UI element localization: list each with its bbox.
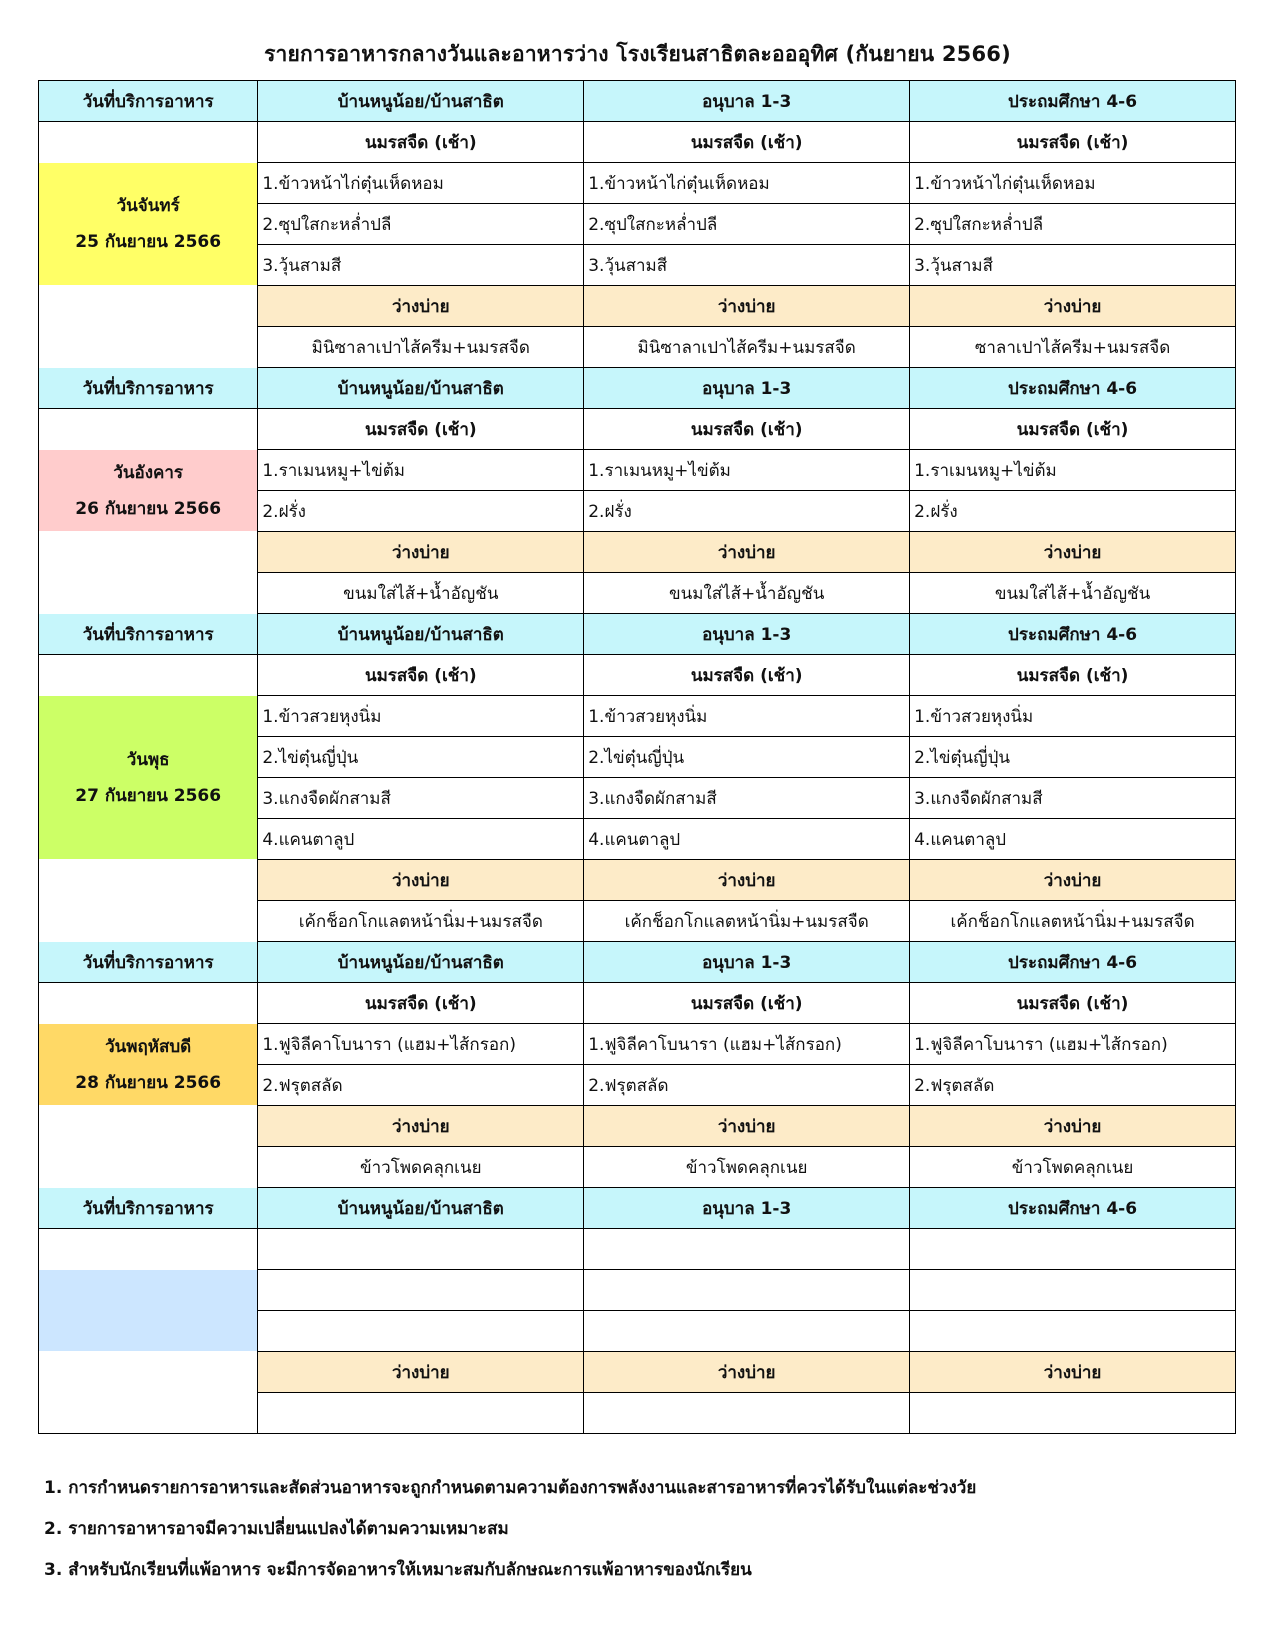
header-row [39,614,1236,655]
morning-row [39,983,1236,1024]
column-header-kindergarten: อนุบาล 1-3 [584,81,910,122]
day-label [39,742,257,814]
lunch-item-cell [584,1311,910,1352]
column-header-primary: ประถมศึกษา 4-6 [910,368,1236,409]
lunch-item-cell: 4.แคนตาลูป [584,819,910,860]
morning-milk-cell: นมรสจืด (เช้า) [910,655,1236,696]
snack-header-cell: ว่างบ่าย [584,1106,910,1147]
snack-header-cell: ว่างบ่าย [910,1352,1236,1393]
lunch-row [39,163,1236,204]
lunch-item-cell: 2.ซุปใสกะหล่ำปลี [584,204,910,245]
lunch-item-cell: 2.ไข่ตุ๋นญี่ปุ่น [584,737,910,778]
day-date: 26 กันยายน 2566 [75,498,222,519]
lunch-item-cell: 4.แคนตาลูป [258,819,584,860]
snack-header-row [39,860,1236,901]
snack-header-cell: ว่างบ่าย [584,286,910,327]
lunch-item-cell: 3.วุ้นสามสี [910,245,1236,286]
day-label-cell [39,1024,258,1106]
lunch-item-cell: 1.ราเมนหมู+ไข่ต้ม [258,450,584,491]
column-header-kindergarten: อนุบาล 1-3 [584,1188,910,1229]
snack-row [39,1393,1236,1434]
header-row [39,368,1236,409]
snack-item-cell: ข้าวโพดคลุกเนย [258,1147,584,1188]
morning-milk-cell: นมรสจืด (เช้า) [584,409,910,450]
notes [44,1468,1244,1591]
snack-header-cell: ว่างบ่าย [910,532,1236,573]
snack-item-cell: มินิซาลาเปาไส้ครีม+นมรสจืด [258,327,584,368]
snack-item-cell: ซาลาเปาไส้ครีม+นมรสจืด [910,327,1236,368]
day-label [39,188,257,260]
note-item: 3. สำหรับนักเรียนที่แพ้อาหาร จะมีการจัดอาหารให้เหมาะสมกับลักษณะการแพ้อาหารของนักเรียน [44,1560,752,1580]
lunch-item-cell: 1.ข้าวสวยหุงนิ่ม [258,696,584,737]
lunch-item-cell: 1.ฟูจิลีคาโบนารา (แฮม+ไส้กรอก) [910,1024,1236,1065]
day-date: 28 กันยายน 2566 [75,1072,222,1093]
column-header-nursery: บ้านหนูน้อย/บ้านสาธิต [258,81,584,122]
day-label-cell [39,163,258,286]
header-row [39,81,1236,122]
snack-header-cell: ว่างบ่าย [258,286,584,327]
day-blank-cell [39,1393,258,1434]
snack-row [39,327,1236,368]
lunch-item-cell: 3.แกงจืดผักสามสี [584,778,910,819]
morning-milk-cell: นมรสจืด (เช้า) [258,409,584,450]
morning-milk-cell: นมรสจืด (เช้า) [584,655,910,696]
lunch-item-cell: 3.วุ้นสามสี [584,245,910,286]
morning-row [39,1229,1236,1270]
column-header-kindergarten: อนุบาล 1-3 [584,368,910,409]
lunch-item-cell: 3.แกงจืดผักสามสี [258,778,584,819]
column-header-primary: ประถมศึกษา 4-6 [910,1188,1236,1229]
lunch-item-cell: 2.ซุปใสกะหล่ำปลี [910,204,1236,245]
lunch-item-cell [258,1270,584,1311]
lunch-item-cell: 1.ราเมนหมู+ไข่ต้ม [910,450,1236,491]
morning-milk-cell: นมรสจืด (เช้า) [910,122,1236,163]
snack-header-row [39,1106,1236,1147]
column-header-nursery: บ้านหนูน้อย/บ้านสาธิต [258,368,584,409]
lunch-item-cell: 2.ฟรุตสลัด [258,1065,584,1106]
snack-header-cell: ว่างบ่าย [584,860,910,901]
lunch-row [39,696,1236,737]
day-date: 25 กันยายน 2566 [75,232,222,252]
day-date: 27 กันยายน 2566 [75,785,222,806]
menu-table [38,80,1236,1434]
day-blank-cell [39,1106,258,1147]
day-blank-cell [39,1229,258,1270]
header-row [39,1188,1236,1229]
column-header-nursery: บ้านหนูน้อย/บ้านสาธิต [258,942,584,983]
day-name: วันจันทร์ [116,196,180,216]
lunch-item-cell: 4.แคนตาลูป [910,819,1236,860]
day-blank-cell [39,573,258,614]
snack-header-cell: ว่างบ่าย [258,1352,584,1393]
lunch-item-cell: 1.ฟูจิลีคาโบนารา (แฮม+ไส้กรอก) [584,1024,910,1065]
day-blank-cell [39,532,258,573]
column-header-primary: ประถมศึกษา 4-6 [910,81,1236,122]
morning-milk-cell: นมรสจืด (เช้า) [910,409,1236,450]
morning-milk-cell: นมรสจืด (เช้า) [910,983,1236,1024]
snack-header-row [39,1352,1236,1393]
column-header-primary: ประถมศึกษา 4-6 [910,942,1236,983]
date-column-header: วันที่บริการอาหาร [39,81,258,122]
day-blank-cell [39,327,258,368]
lunch-item-cell [258,1311,584,1352]
snack-item-cell: ข้าวโพดคลุกเนย [584,1147,910,1188]
day-name: วันพฤหัสบดี [105,1036,192,1057]
day-blank-cell [39,409,258,450]
morning-milk-cell: นมรสจืด (เช้า) [258,655,584,696]
day-label [39,1029,257,1101]
snack-item-cell: ขนมใส่ไส้+น้ำอัญชัน [910,573,1236,614]
lunch-row [39,1270,1236,1311]
snack-item-cell: เค้กช็อกโกแลตหน้านิ่ม+นมรสจืด [910,901,1236,942]
lunch-item-cell [910,1311,1236,1352]
lunch-item-cell: 1.ข้าวหน้าไก่ตุ๋นเห็ดหอม [584,163,910,204]
day-blank-cell [39,983,258,1024]
lunch-item-cell: 2.ฟรุตสลัด [910,1065,1236,1106]
snack-item-cell: เค้กช็อกโกแลตหน้านิ่ม+นมรสจืด [584,901,910,942]
snack-header-cell: ว่างบ่าย [584,1352,910,1393]
lunch-row [39,1024,1236,1065]
day-label-cell [39,696,258,860]
snack-header-cell: ว่างบ่าย [258,532,584,573]
day-name: วันพุธ [126,749,170,770]
snack-item-cell: ขนมใส่ไส้+น้ำอัญชัน [584,573,910,614]
snack-header-row [39,532,1236,573]
snack-item-cell: ข้าวโพดคลุกเนย [910,1147,1236,1188]
morning-milk-cell [910,1229,1236,1270]
morning-row [39,409,1236,450]
lunch-item-cell [910,1270,1236,1311]
morning-milk-cell: นมรสจืด (เช้า) [584,983,910,1024]
header-row [39,942,1236,983]
column-header-primary: ประถมศึกษา 4-6 [910,614,1236,655]
page-title: รายการอาหารกลางวันและอาหารว่าง โรงเรียนสาธิตละอออุทิศ (กันยายน 2566) [264,42,1011,66]
lunch-item-cell: 2.ฟรุตสลัด [584,1065,910,1106]
snack-header-cell: ว่างบ่าย [258,1106,584,1147]
column-header-kindergarten: อนุบาล 1-3 [584,614,910,655]
lunch-row [39,450,1236,491]
snack-header-cell: ว่างบ่าย [910,860,1236,901]
date-column-header: วันที่บริการอาหาร [39,614,258,655]
lunch-item-cell: 1.ข้าวสวยหุงนิ่ม [910,696,1236,737]
morning-milk-cell: นมรสจืด (เช้า) [584,122,910,163]
snack-item-cell [258,1393,584,1434]
lunch-item-cell: 1.ข้าวหน้าไก่ตุ๋นเห็ดหอม [258,163,584,204]
morning-row [39,122,1236,163]
lunch-item-cell: 3.แกงจืดผักสามสี [910,778,1236,819]
lunch-item-cell: 2.ไข่ตุ๋นญี่ปุ่น [258,737,584,778]
menu-table-body [39,81,1236,1434]
snack-header-cell: ว่างบ่าย [910,1106,1236,1147]
snack-row [39,1147,1236,1188]
column-header-nursery: บ้านหนูน้อย/บ้านสาธิต [258,1188,584,1229]
snack-header-cell: ว่างบ่าย [910,286,1236,327]
lunch-item-cell: 2.ฝรั่ง [910,491,1236,532]
lunch-item-cell: 3.วุ้นสามสี [258,245,584,286]
day-blank-cell [39,901,258,942]
day-blank-cell [39,286,258,327]
morning-milk-cell [258,1229,584,1270]
snack-item-cell [910,1393,1236,1434]
lunch-item-cell: 2.ฝรั่ง [258,491,584,532]
column-header-kindergarten: อนุบาล 1-3 [584,942,910,983]
morning-milk-cell [584,1229,910,1270]
day-blank-cell [39,1147,258,1188]
morning-milk-cell: นมรสจืด (เช้า) [258,983,584,1024]
lunch-item-cell: 2.ฝรั่ง [584,491,910,532]
day-label-cell [39,450,258,532]
date-column-header: วันที่บริการอาหาร [39,1188,258,1229]
snack-row [39,573,1236,614]
snack-item-cell [584,1393,910,1434]
date-column-header: วันที่บริการอาหาร [39,942,258,983]
snack-item-cell: ขนมใส่ไส้+น้ำอัญชัน [258,573,584,614]
day-blank-cell [39,655,258,696]
day-name: วันอังคาร [113,462,184,483]
lunch-item-cell: 2.ซุปใสกะหล่ำปลี [258,204,584,245]
column-header-nursery: บ้านหนูน้อย/บ้านสาธิต [258,614,584,655]
lunch-item-cell [584,1270,910,1311]
lunch-item-cell: 1.ฟูจิลีคาโบนารา (แฮม+ไส้กรอก) [258,1024,584,1065]
note-item: 2. รายการอาหารอาจมีความเปลี่ยนแปลงได้ตามความเหมาะสม [44,1519,509,1539]
lunch-item-cell: 1.ราเมนหมู+ไข่ต้ม [584,450,910,491]
lunch-item-cell: 1.ข้าวสวยหุงนิ่ม [584,696,910,737]
snack-header-row [39,286,1236,327]
date-column-header: วันที่บริการอาหาร [39,368,258,409]
snack-header-cell: ว่างบ่าย [584,532,910,573]
morning-milk-cell: นมรสจืด (เช้า) [258,122,584,163]
lunch-item-cell: 1.ข้าวหน้าไก่ตุ๋นเห็ดหอม [910,163,1236,204]
snack-row [39,901,1236,942]
day-blank-cell [39,1352,258,1393]
day-label-cell [39,1270,258,1352]
snack-item-cell: มินิซาลาเปาไส้ครีม+นมรสจืด [584,327,910,368]
morning-row [39,655,1236,696]
snack-header-cell: ว่างบ่าย [258,860,584,901]
day-label [39,455,257,527]
day-blank-cell [39,860,258,901]
lunch-item-cell: 2.ไข่ตุ๋นญี่ปุ่น [910,737,1236,778]
note-item: 1. การกำหนดรายการอาหารและสัดส่วนอาหารจะถูกกำหนดตามความต้องการพลังงานและสารอาหารที่ควรได้รับในแต่ละช่วงวัย [44,1478,977,1498]
day-blank-cell [39,122,258,163]
snack-item-cell: เค้กช็อกโกแลตหน้านิ่ม+นมรสจืด [258,901,584,942]
